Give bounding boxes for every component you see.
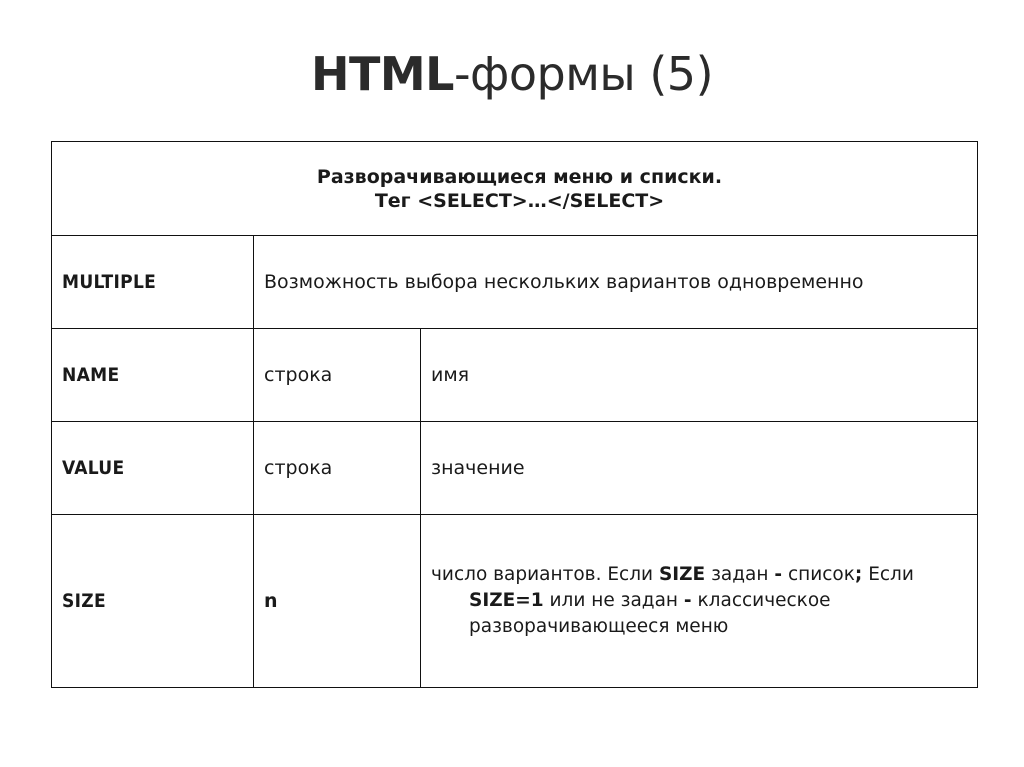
desc-text: классическое: [691, 590, 831, 611]
desc-semicolon: ;: [854, 564, 863, 585]
attribute-description: Возможность выбора нескольких вариантов одновременно: [254, 236, 978, 329]
desc-text: число вариантов. Если: [431, 564, 659, 585]
attribute-name: VALUE: [52, 422, 254, 515]
attribute-name: MULTIPLE: [52, 236, 254, 329]
header-line-1: Разворачивающиеся меню и списки.: [316, 165, 723, 188]
attribute-type: строка: [254, 329, 421, 422]
title-html: HTML: [310, 47, 454, 101]
desc-text: задан: [705, 564, 775, 585]
table-row-name: [52, 329, 978, 422]
desc-text: или не задан: [543, 590, 684, 611]
table-header-cell: [52, 142, 978, 236]
table-row-value: [52, 422, 978, 515]
desc-text: список: [782, 564, 855, 585]
attribute-description: имя: [421, 329, 978, 422]
attribute-type: n: [254, 515, 421, 688]
attribute-description: [421, 515, 978, 688]
attribute-type: строка: [254, 422, 421, 515]
page-title: [0, 36, 1024, 112]
size-description-line-1: [431, 562, 977, 588]
attribute-name: SIZE: [52, 515, 254, 688]
desc-keyword: SIZE=1: [469, 590, 544, 611]
desc-keyword: SIZE: [658, 564, 706, 585]
select-attributes-table: [51, 141, 978, 688]
desc-text: Если: [862, 564, 914, 585]
attribute-name: NAME: [52, 329, 254, 422]
table-row-multiple: [52, 236, 978, 329]
table-row-size: [52, 515, 978, 688]
table-header-row: [52, 142, 978, 236]
title-rest: -формы (5): [453, 47, 714, 101]
size-description: [431, 562, 977, 640]
desc-dash: -: [683, 590, 692, 611]
header-line-2: Тег <SELECT>…</SELECT>: [374, 189, 665, 212]
desc-dash: -: [774, 564, 783, 585]
attribute-description: значение: [421, 422, 978, 515]
size-description-line-2: [431, 588, 977, 614]
size-description-line-3: разворачивающееся меню: [469, 616, 729, 637]
